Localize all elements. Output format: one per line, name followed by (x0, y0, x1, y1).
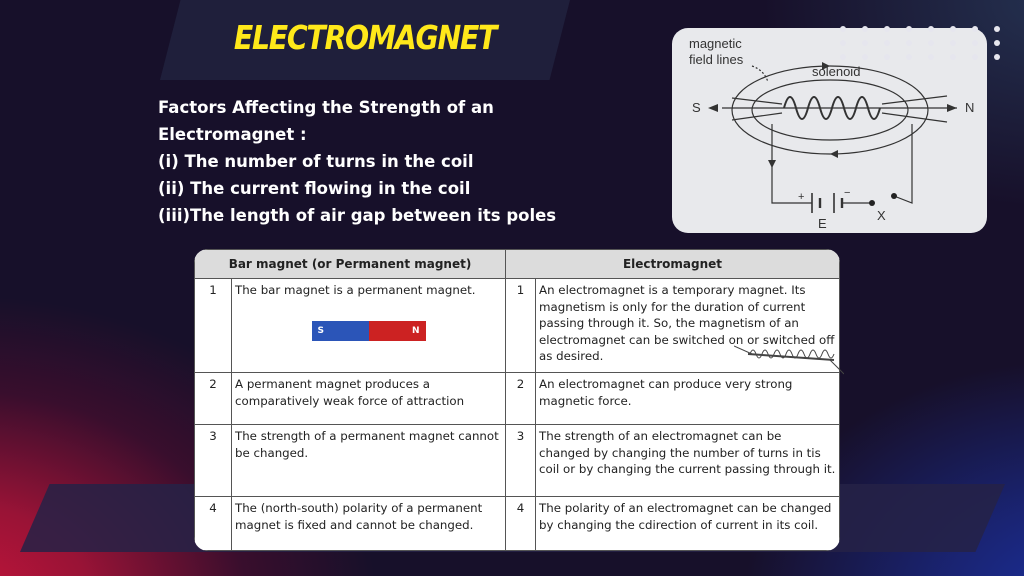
page-title: ELECTROMAGNET (233, 18, 497, 57)
magnet-south-pole: S (312, 321, 369, 341)
factors-text (158, 94, 658, 229)
field-line-outer (732, 66, 928, 154)
label-magnetic: magnetic (689, 36, 742, 51)
electromagnet-cell: An electromagnet can produce very strong magnetic force. (536, 373, 840, 425)
header-electromagnet: Electromagnet (506, 250, 840, 279)
label-solenoid: solenoid (812, 64, 861, 79)
comparison-table (194, 249, 840, 551)
factors-line: (ii) The current flowing in the coil (158, 179, 471, 198)
bar-magnet-cell: The (north-south) polarity of a permanent magnet is fixed and cannot be changed. (232, 497, 506, 551)
decorative-dots (840, 26, 1000, 62)
factors-line: (iii)The length of air gap between its poles (158, 206, 557, 225)
row-number: 3 (506, 425, 536, 497)
row-number: 1 (195, 279, 232, 373)
field-line (732, 113, 782, 120)
arrow-icon (708, 104, 718, 112)
row-number: 1 (506, 279, 536, 373)
comparison-table-card (194, 249, 840, 551)
bar-magnet-cell: A permanent magnet produces a comparatively weak force of attraction (232, 373, 506, 425)
row-number: 4 (195, 497, 232, 551)
switch-contact (869, 200, 875, 206)
bar-magnet-cell (232, 279, 506, 373)
electromagnet-cell: The strength of an electromagnet can be changed by changing the number of turns in tis coil or by changing the current passing through it. (536, 425, 840, 497)
row-number: 3 (195, 425, 232, 497)
factors-line: (i) The number of turns in the coil (158, 152, 474, 171)
label-e: E (818, 216, 827, 231)
label-plus: + (798, 191, 805, 203)
table-row (195, 425, 840, 497)
label-minus: − (844, 187, 851, 199)
arrow-icon (947, 104, 957, 112)
factors-line: Electromagnet : (158, 125, 307, 144)
table-row (195, 373, 840, 425)
bar-magnet-cell: The strength of a permanent magnet cannot be changed. (232, 425, 506, 497)
electromagnet-cell: An electromagnet is a temporary magnet. Its magnetism is only for the duration of current passing through it. So, the magnetism of an electromagnet can be switched on or switched off as desired. (536, 279, 840, 373)
label-field-lines: field lines (689, 52, 744, 67)
row-number: 2 (195, 373, 232, 425)
header-bar-magnet: Bar magnet (or Permanent magnet) (195, 250, 506, 279)
switch-contact (891, 193, 897, 199)
field-line-inner (752, 80, 908, 140)
row-number: 4 (506, 497, 536, 551)
field-line (882, 96, 947, 104)
table-header-row (195, 250, 840, 279)
table-row (195, 497, 840, 551)
bar-magnet-text: The bar magnet is a permanent magnet. (235, 283, 476, 297)
coil-icon (734, 338, 844, 378)
field-line (882, 113, 947, 122)
label-n: N (965, 100, 975, 115)
label-x: X (877, 208, 886, 223)
arrow-icon (768, 160, 776, 168)
row-number: 2 (506, 373, 536, 425)
magnet-north-pole: N (369, 321, 426, 341)
label-s: S (692, 100, 701, 115)
bar-magnet-icon (312, 321, 426, 341)
arrow-icon (830, 150, 838, 158)
electromagnet-cell: The polarity of an electromagnet can be changed by changing the cdirection of current in its coil. (536, 497, 840, 551)
factors-line: Factors Affecting the Strength of an (158, 98, 494, 117)
